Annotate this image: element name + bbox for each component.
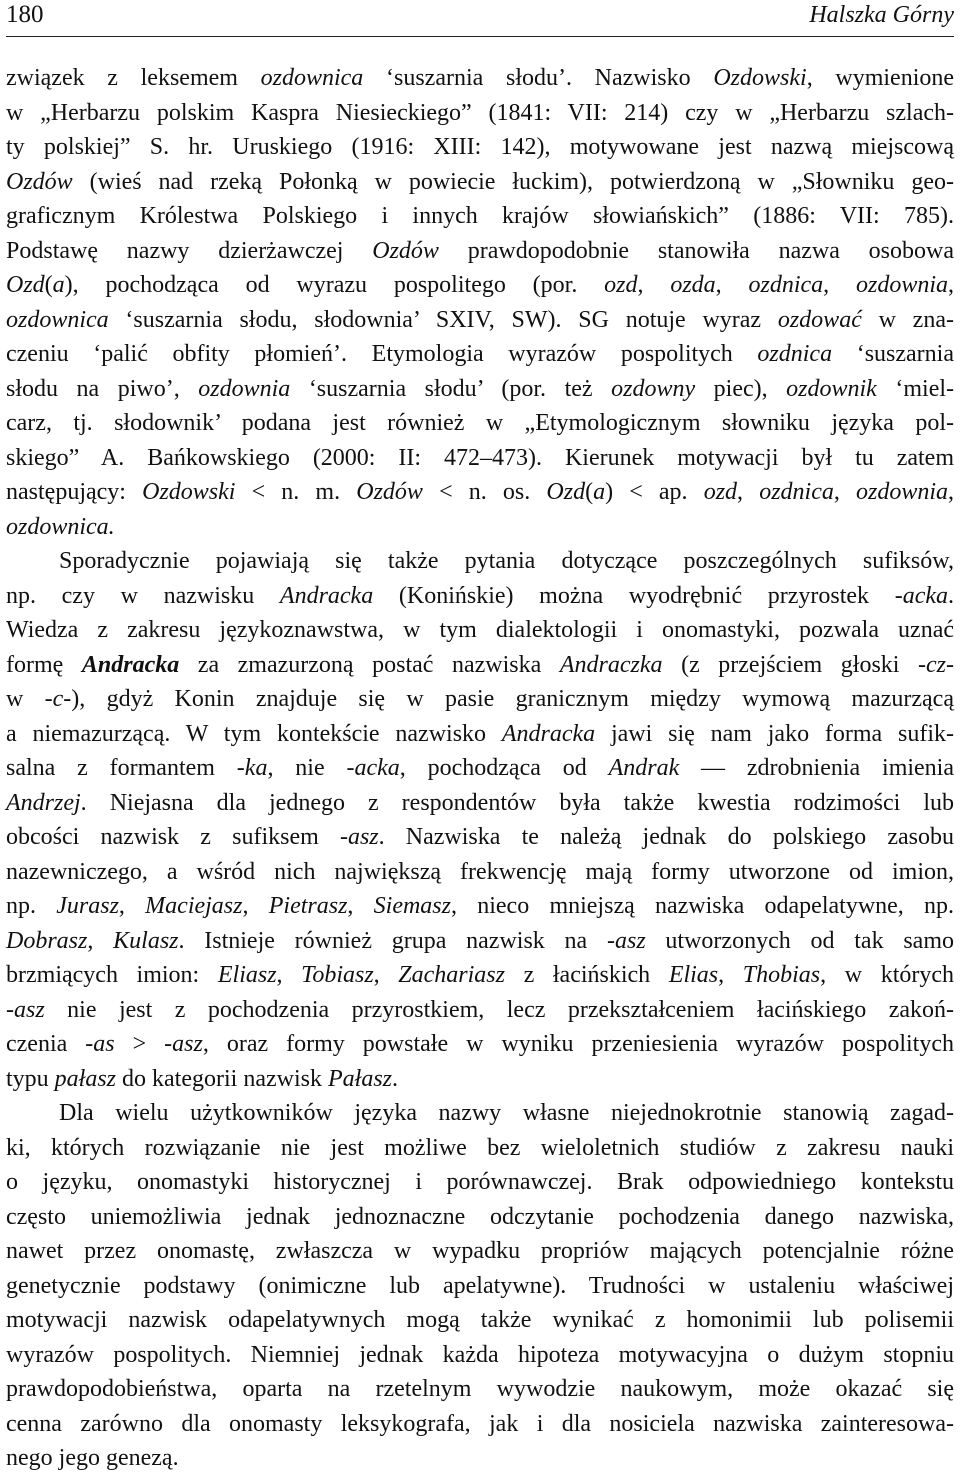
italic-term: -as (85, 1031, 115, 1057)
text-line (6, 820, 954, 855)
text-line (6, 786, 954, 821)
text-run: , (118, 893, 146, 919)
italic-term: Pałasz (327, 1065, 392, 1092)
italic-term: Thobias (742, 962, 821, 988)
text-line (6, 924, 954, 959)
text-line (6, 993, 954, 1028)
italic-term: ozdować (777, 306, 862, 333)
text-line (6, 648, 954, 683)
italic-term: Tobiasz (301, 962, 374, 988)
text-run: Sporadycznie pojawiają się także pytania dotyczące poszczególnych sufiksów, (59, 548, 954, 574)
text-run: utworzonych od tak samo (645, 927, 955, 954)
text-run: następujący: (6, 479, 143, 505)
text-run: (Konińskie) można wyodrębnić przyrostek (373, 582, 895, 609)
emphasized-term: Andracka (81, 651, 180, 678)
italic-term: Ozdowski (713, 65, 807, 91)
text-run: , nieco mniejszą nazwiska odapelatywne, np. (451, 893, 955, 919)
text-run: salna z formantem (6, 755, 237, 781)
text-run: czeniu ‘palić obfity płomień’. Etymologia wyrazów pospolitych (6, 341, 758, 367)
text-run: formę (6, 651, 82, 678)
italic-term: Andracka (501, 720, 596, 747)
text-run: , w których (820, 962, 955, 988)
text-line (6, 165, 954, 200)
text-line (6, 1131, 954, 1166)
text-line (6, 234, 954, 269)
text-run: < n. os. (422, 479, 547, 505)
text-run: . (948, 582, 954, 609)
text-run: za zmazurzoną postać nazwiska (179, 651, 560, 678)
italic-term: Andracka (279, 582, 374, 609)
text-line (6, 579, 954, 614)
text-run: cenna zarówno dla onomasty leksykografa, jak i dla nosiciela nazwiska zainteresowa- (6, 1410, 954, 1437)
text-run: prawdopodobnie stanowiła nazwa osobowa (438, 237, 955, 264)
italic-term: ozdownia (856, 272, 949, 298)
text-line (6, 1234, 954, 1269)
italic-term: -asz (606, 927, 646, 954)
text-run: Wiedza z zakresu językoznawstwa, w tym dialektologii i onomastyki, pozwala uznać (6, 617, 954, 643)
italic-term: -ka (236, 755, 268, 781)
text-line (6, 613, 954, 648)
text-line (6, 441, 954, 476)
text-run: ‘suszarnia słodu’ (por. też (290, 375, 612, 402)
italic-term: Elias (668, 962, 719, 988)
text-run: w zna- (861, 306, 954, 333)
text-run: z łacińskich (504, 962, 669, 988)
text-line (6, 682, 954, 717)
body-text (6, 61, 954, 1476)
italic-term: Andrzej (6, 789, 81, 816)
text-run: np. (6, 893, 57, 919)
italic-term: Maciejasz (145, 893, 243, 919)
italic-term: Andraczka (559, 651, 663, 678)
text-line (6, 372, 954, 407)
italic-term: -acka (894, 582, 948, 609)
text-run: , (242, 893, 269, 919)
text-run: a niemazurzącą. W tym kontekście nazwisko (6, 720, 502, 747)
text-run: słodu na piwo’, (6, 375, 199, 402)
text-run: np. czy w nazwisku (6, 582, 280, 609)
text-run: . Istnieje również grupa nazwisk na (178, 927, 607, 954)
text-run: –– zdrobnienia imienia (679, 755, 955, 781)
text-run: , wymienione (806, 65, 955, 91)
text-line (6, 1372, 954, 1407)
text-run: Podstawę nazwy dzierżawczej (6, 237, 373, 264)
text-line (6, 1269, 954, 1304)
text-run: ‘suszarnia (832, 341, 954, 367)
text-line (6, 717, 954, 752)
text-line (6, 1407, 954, 1442)
italic-term: Zachariasz (398, 962, 505, 988)
text-run: ), pochodząca od wyrazu pospolitego (por. (64, 272, 605, 298)
text-run: często uniemożliwia jednak jednoznaczne odczytanie pochodzenia danego nazwiska, (6, 1203, 954, 1230)
italic-term: Jurasz (56, 893, 119, 919)
text-run: nego jego genezą. (6, 1445, 179, 1471)
italic-term: Andrak (608, 755, 680, 781)
italic-term: ozdownik (786, 375, 877, 402)
text-run: ‘suszarnia słodu’. Nazwisko (363, 65, 714, 91)
text-line (6, 1062, 954, 1097)
italic-term: ozdownia (198, 375, 291, 402)
text-run: związek z leksemem (6, 65, 261, 91)
text-run: wyrazów pospolitych. Niemniej jednak każda hipoteza motywacyjna o dużym stopniu (6, 1341, 954, 1368)
italic-term: ozdownica (260, 65, 364, 91)
text-run: o języku, onomastyki historycznej i porównawczej. Brak odpowiedniego kontekstu (6, 1169, 954, 1195)
text-run: prawdopodobieństwa, oparta na rzetelnym wywodzie naukowym, może okazać się (6, 1376, 954, 1402)
text-run: ty polskiej” S. hr. Uruskiego (1916: XIII: 142), motywowane jest nazwą miejscową (6, 134, 954, 160)
italic-term: Kulasz (113, 927, 179, 954)
text-run: , (373, 962, 399, 988)
italic-term: ozdownia (856, 479, 949, 505)
text-line (6, 1303, 954, 1338)
text-run: > (114, 1031, 165, 1057)
text-run: < n. m. (235, 479, 357, 505)
page-number: 180 (6, 1, 44, 28)
text-line (6, 337, 954, 372)
text-line (6, 544, 954, 579)
italic-term: Ozdowski (142, 479, 236, 505)
text-run: czenia (6, 1031, 86, 1057)
text-run: obcości nazwisk z sufiksem (6, 824, 340, 850)
italic-term: ozdnica (748, 272, 824, 298)
italic-term: ozdownica (6, 306, 109, 333)
text-run: , (948, 479, 955, 505)
text-line (6, 855, 954, 890)
text-run: carz, tj. słodownik’ podana jest również w „Etymologicznym słowniku języka pol- (6, 410, 954, 436)
text-line (6, 1165, 954, 1200)
text-line (6, 61, 954, 96)
text-run: ( (44, 272, 53, 298)
text-run: , (833, 479, 857, 505)
text-run: . (392, 1065, 398, 1092)
italic-term: ozdnica (757, 341, 833, 367)
text-run: ( (585, 479, 594, 505)
text-run: , pochodząca od (399, 755, 609, 781)
text-run: piec), (695, 375, 787, 402)
text-run: nie jest z pochodzenia przyrostkiem, lecz przekształceniem łacińskiego zakoń- (44, 996, 954, 1023)
italic-term: -acka (346, 755, 400, 781)
text-line (6, 1338, 954, 1373)
italic-term: Dobrasz (6, 927, 88, 954)
italic-term: Ozdów (372, 237, 439, 264)
italic-term: -cz- (918, 651, 954, 678)
text-run: nawet przez onomastę, zwłaszcza w wypadku propriów mających potencjalnie różne (6, 1238, 954, 1264)
text-run: ki, których rozwiązanie nie jest możliwe bez wieloletnich studiów z zakresu nauki (6, 1134, 954, 1161)
text-run: , nie (267, 755, 347, 781)
text-line (6, 1441, 954, 1476)
text-run: ‘miel- (876, 375, 955, 402)
text-line (6, 510, 954, 545)
text-run: , (718, 962, 743, 988)
text-line (6, 406, 954, 441)
text-line (6, 475, 954, 510)
text-line (6, 889, 954, 924)
italic-term: -c- (44, 686, 72, 712)
text-run: motywacji nazwisk odapelatywnych mogą także wynikać z homonimii lub polisemii (6, 1307, 954, 1333)
italic-term: ozdnica (759, 479, 834, 505)
text-run: , oraz formy powstałe w wyniku przeniesienia wyrazów pospolitych (202, 1031, 954, 1057)
italic-term: ozdownica. (6, 513, 115, 540)
text-run: w (6, 686, 45, 712)
text-run: w „Herbarzu polskim Kaspra Niesieckiego” (1841: VII: 214) czy w „Herbarzu szlach- (6, 99, 954, 126)
text-run: , (948, 272, 955, 298)
text-run: , (347, 893, 374, 919)
italic-term: -asz (6, 996, 45, 1023)
italic-term: -asz (339, 824, 379, 850)
text-run: do kategorii nazwisk (116, 1065, 328, 1092)
text-run: , (715, 272, 749, 298)
italic-term: ozd (604, 272, 638, 298)
running-head-author: Halszka Górny (809, 2, 954, 28)
text-run: nazewniczego, a wśród nich największą frekwencję mają formy utworzone od imion, (6, 858, 954, 885)
text-run: . Niejasna dla jednego z respondentów była także kwestia rodzimości lub (80, 789, 954, 816)
text-line (6, 303, 954, 338)
italic-term: Ozd (546, 479, 586, 505)
page-header (6, 0, 954, 37)
text-run: (wieś nad rzeką Połonką w powiecie łuckim), potwierdzoną w „Słowniku geo- (72, 168, 954, 195)
text-line (6, 1027, 954, 1062)
italic-term: a (52, 272, 65, 298)
italic-term: ozda (670, 272, 716, 298)
text-run: typu (6, 1065, 55, 1092)
text-run: , (276, 962, 302, 988)
italic-term: a (593, 479, 606, 505)
text-line (6, 96, 954, 131)
text-run: genetycznie podstawy (onimiczne lub apelatywne). Trudności w ustaleniu właściwej (6, 1272, 954, 1299)
italic-term: Pietrasz (268, 893, 348, 919)
italic-term: Ozd (6, 272, 45, 298)
italic-term: Ozdów (356, 479, 423, 505)
text-line (6, 268, 954, 303)
italic-term: pałasz (54, 1065, 117, 1092)
text-run: brzmiących imion: (6, 962, 218, 988)
text-line (6, 1096, 954, 1131)
italic-term: ozd (703, 479, 738, 505)
text-run: (z przejściem głoski (662, 651, 919, 678)
text-run: ) < ap. (605, 479, 704, 505)
italic-term: Ozdów (6, 168, 73, 195)
text-run: Dla wielu użytkowników języka nazwy własne niejednokrotnie stanowią zagad- (59, 1100, 954, 1126)
italic-term: Siemasz (373, 893, 451, 919)
text-run: ), gdyż Konin znajduje się w pasie granicznym między wymową mazurzącą (71, 686, 954, 712)
text-run: , (637, 272, 671, 298)
text-line (6, 958, 954, 993)
italic-term: -asz (164, 1031, 203, 1057)
text-run: . Nazwiska te należą jednak do polskiego zasobu (378, 824, 954, 850)
text-line (6, 1200, 954, 1235)
text-run: , (87, 927, 114, 954)
italic-term: Eliasz (217, 962, 277, 988)
text-run: jawi się nam jako forma sufik- (595, 720, 954, 747)
italic-term: ozdowny (611, 375, 696, 402)
text-line (6, 751, 954, 786)
text-run: ‘suszarnia słodu, słodownia’ SXIV, SW). SG notuje wyraz (108, 306, 778, 333)
text-run: graficznym Królestwa Polskiego i innych krajów słowiańskich” (1886: VII: 785). (6, 203, 954, 229)
text-line (6, 199, 954, 234)
text-run: , (737, 479, 760, 505)
text-line (6, 130, 954, 165)
text-run: skiego” A. Bańkowskiego (2000: II: 472–473). Kierunek motywacji był tu zatem (6, 444, 954, 471)
text-run: , (823, 272, 856, 298)
